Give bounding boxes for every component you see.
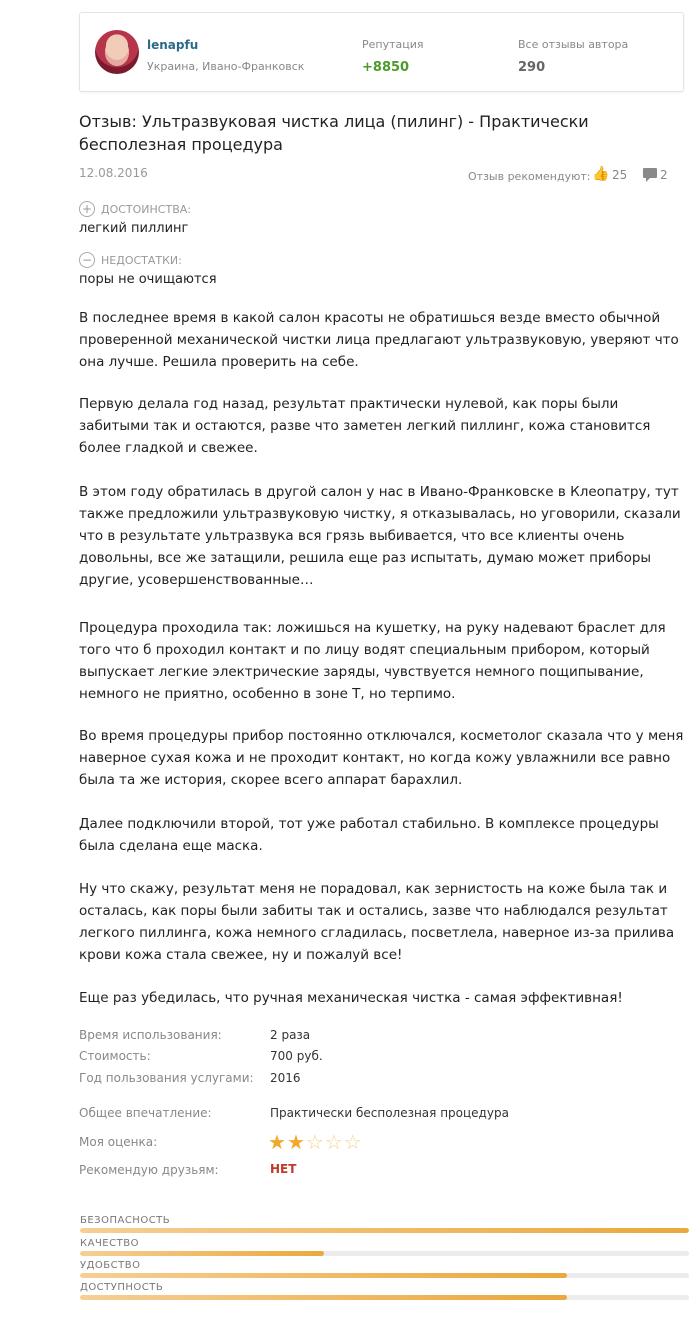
review-paragraph-8: Еще раз убедилась, что ручная механическая чистка - самая эффективная! <box>79 990 623 1006</box>
pros-header <box>79 201 191 217</box>
usage-label: Время использования: <box>79 1028 222 1042</box>
plus-icon: + <box>79 201 95 217</box>
star-empty-icon: ☆ <box>343 1130 363 1154</box>
likes-count: 25 <box>612 168 628 182</box>
star-filled-icon: ★ <box>286 1130 306 1154</box>
year-value: 2016 <box>270 1071 301 1085</box>
author-card <box>79 12 684 92</box>
cons-header <box>79 252 182 268</box>
rating-bar-track <box>80 1295 689 1300</box>
rating-bar-track <box>80 1251 689 1256</box>
avatar[interactable] <box>95 30 139 74</box>
cost-value: 700 руб. <box>270 1049 323 1063</box>
review-date: 12.08.2016 <box>79 166 148 180</box>
rating-bar-label: УДОБСТВО <box>80 1260 141 1271</box>
cons-text: поры не очищаются <box>79 272 217 287</box>
rating-bar-track <box>80 1273 689 1278</box>
usage-value: 2 раза <box>270 1028 311 1042</box>
minus-icon: − <box>79 252 95 268</box>
rating-bar-label: БЕЗОПАСНОСТЬ <box>80 1215 171 1226</box>
reputation-label: Репутация <box>362 38 424 51</box>
rating-bar-fill <box>80 1228 689 1233</box>
rating-bar-fill <box>80 1251 324 1256</box>
star-filled-icon: ★ <box>268 1130 287 1154</box>
comments-count: 2 <box>660 168 668 182</box>
rating-bar-fill <box>80 1273 567 1278</box>
pros-text: легкий пиллинг <box>79 221 189 236</box>
review-paragraph-4: Процедура проходила так: ложишься на кушетку, на руку надевают браслет для того что б проходил контакт и по лицу водят специальным прибором, который выпускает легкие электрические заряды, чувствуется немного пощипывание, немного не приятно, особенно в зоне Т, но терпимо. <box>79 620 666 702</box>
comment-icon[interactable] <box>643 168 657 178</box>
rating-bar-fill <box>80 1295 567 1300</box>
star-rating <box>268 1130 363 1154</box>
author-username[interactable]: lenapfu <box>147 38 199 52</box>
review-paragraph-3: В этом году обратилась в другой салон у нас в Ивано-Франковске в Клеопатру, тут также предложили ультразвуковую чистку, я отказывалась, но уговорили, сказали что в результате ультразвука вся грязь выбивается, что все клиенты очень довольны, все же затащили, решила еще раз испытать, думаю может приборы другие, усовершенствованные… <box>79 484 681 588</box>
review-paragraph-7: Ну что скажу, результат меня не порадовал, как зернистость на коже была так и осталась, как поры были забиты так и остались, зазве что наблюдался результат легкого пиллинга, кожа немного сгладилась, посветлела, наверное из-за прилива крови кожа стала свежее, ну и пожалуй все! <box>79 881 675 963</box>
star-empty-icon: ☆ <box>305 1130 325 1154</box>
review-paragraph-1: В последнее время в какой салон красоты не обратишься везде вместо обычной проверенной механической чистки лица предлагают ультразвуковую, уверяют что она лучше. Решила проверить на себе. <box>79 310 679 370</box>
cost-label: Стоимость: <box>79 1049 151 1063</box>
review-paragraph-6: Далее подключили второй, тот уже работал стабильно. В комплексе процедуры была сделана еще маска. <box>79 816 659 854</box>
year-label: Год пользования услугами: <box>79 1071 254 1085</box>
rating-label: Моя оценка: <box>79 1135 158 1149</box>
rating-bar-track <box>80 1228 689 1233</box>
review-paragraph-2: Первую делала год назад, результат практически нулевой, как поры были забитыми так и остаются, разве что заметен легкий пиллинг, кожа становится более гладкой и свежее. <box>79 396 651 456</box>
rating-bar-label: КАЧЕСТВО <box>80 1238 139 1249</box>
cons-label: НЕДОСТАТКИ: <box>101 253 182 267</box>
recommend-count-label: Отзыв рекомендуют: <box>468 170 591 183</box>
review-paragraph-5: Во время процедуры прибор постоянно отключался, косметолог сказала что у меня наверное сухая кожа и не проходит контакт, но когда кожу увлажнили все равно была та же история, скорее всего аппарат барахлил. <box>79 728 684 788</box>
all-reviews-count[interactable]: 290 <box>518 60 546 75</box>
recommend-friends-value: НЕТ <box>270 1162 297 1176</box>
recommend-friends-label: Рекомендую друзьям: <box>79 1163 219 1177</box>
pros-label: ДОСТОИНСТВА: <box>101 202 191 216</box>
rating-bar-label: ДОСТУПНОСТЬ <box>80 1282 164 1293</box>
star-empty-icon: ☆ <box>324 1130 344 1154</box>
review-title: Отзыв: Ультразвуковая чистка лица (пилинг) - Практически бесполезная процедура <box>79 112 589 154</box>
impression-value: Практически бесполезная процедура <box>270 1106 509 1120</box>
thumbs-up-icon[interactable]: 👍 <box>592 166 610 182</box>
reputation-value: +8850 <box>362 60 410 75</box>
impression-label: Общее впечатление: <box>79 1106 212 1120</box>
author-location: Украина, Ивано-Франковск <box>147 60 305 73</box>
all-reviews-label: Все отзывы автора <box>518 38 629 51</box>
